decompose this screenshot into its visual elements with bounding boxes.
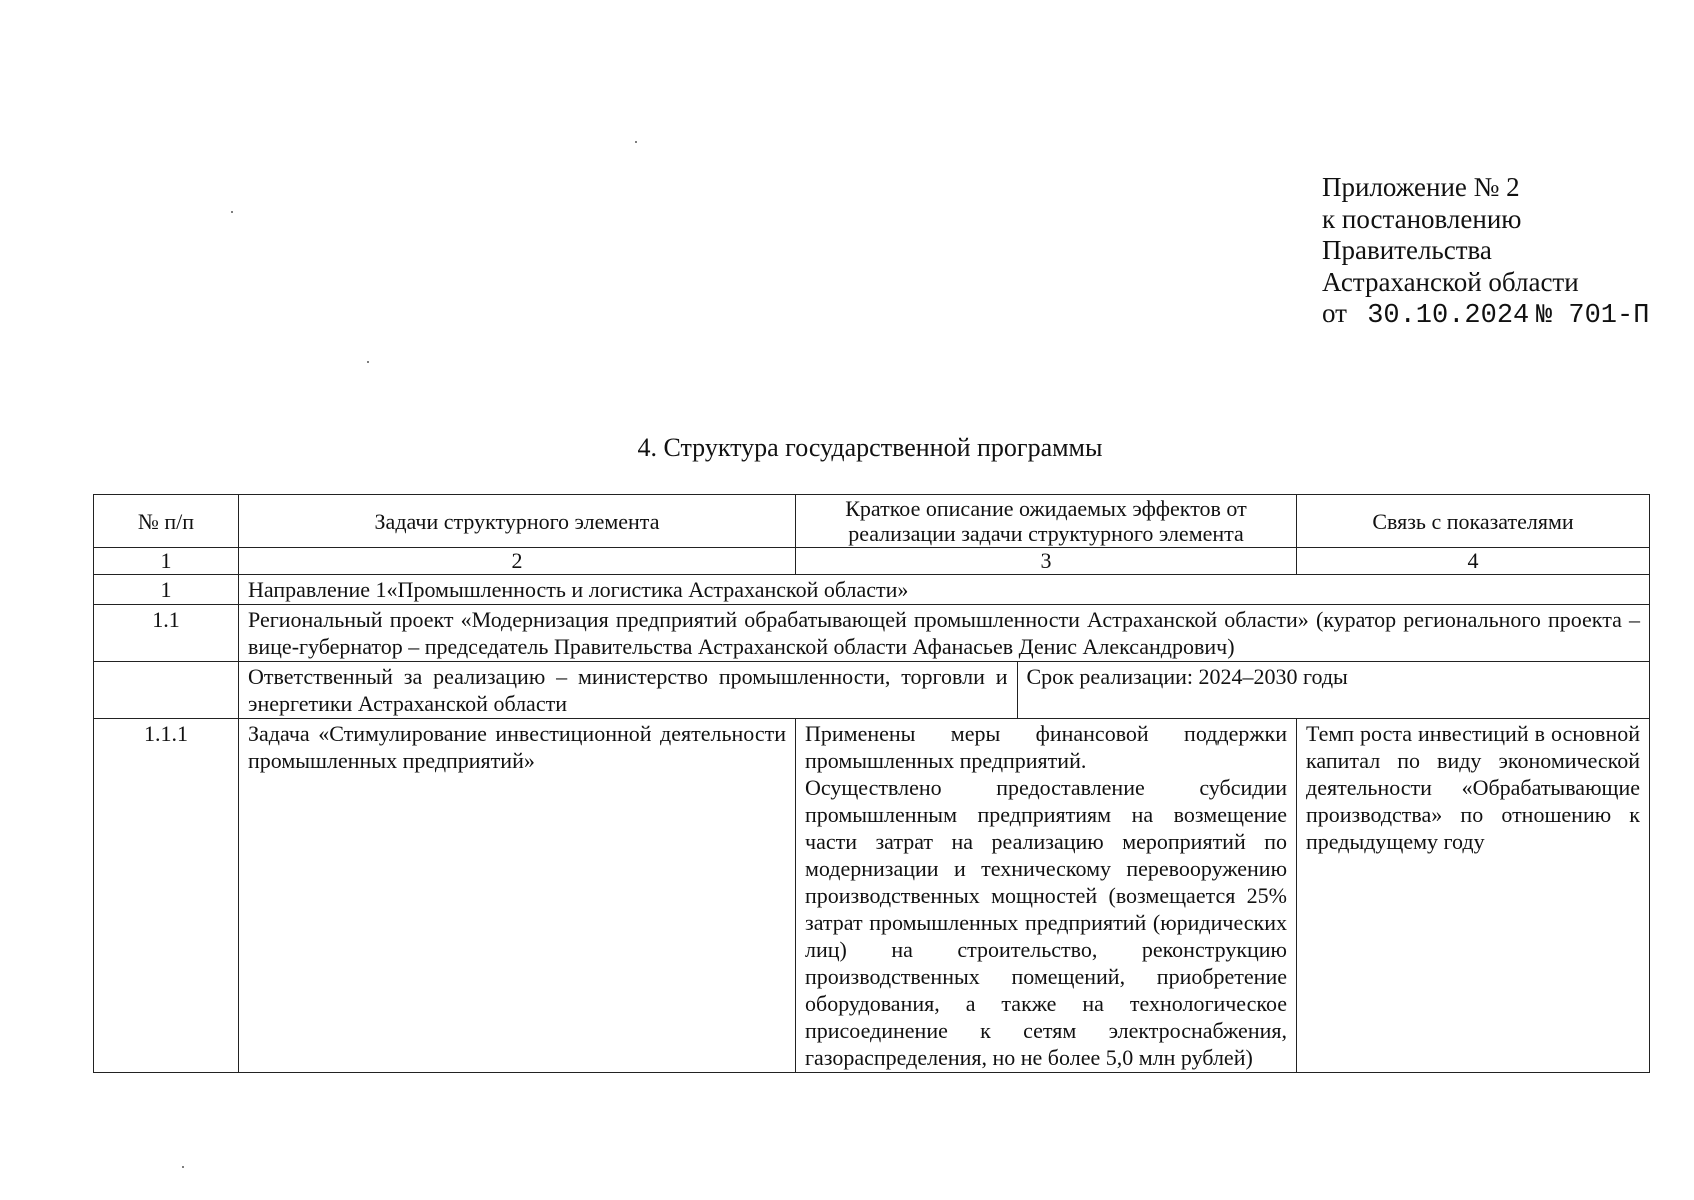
appendix-line-1: Приложение № 2 xyxy=(1322,172,1520,202)
structure-table xyxy=(93,494,1650,1073)
responsible-row xyxy=(94,662,1650,719)
scan-speck xyxy=(182,1166,184,1168)
direction-row xyxy=(94,575,1650,605)
task-text: Задача «Стимулирование инвестиционной деятельности промышленных предприятий» xyxy=(239,719,796,1073)
appendix-date: 30.10.2024 xyxy=(1367,301,1530,331)
task-effects xyxy=(796,719,1297,1073)
column-number-cell: 2 xyxy=(239,548,796,575)
scan-speck xyxy=(367,361,369,363)
project-text: Региональный проект «Модернизация предприятий обрабатывающей промышленности Астраханской области» (куратор регионального проекта – вице-губернатор – председатель Правительства Астраханской области Афанасьев Денис Александрович) xyxy=(239,605,1650,662)
header-cell-indicators: Связь с показателями xyxy=(1297,495,1650,548)
task-row xyxy=(94,719,1650,1073)
header-cell-effects: Краткое описание ожидаемых эффектов от реализации задачи структурного элемента xyxy=(796,495,1297,548)
project-row xyxy=(94,605,1650,662)
appendix-date-line xyxy=(1322,298,1649,333)
appendix-number: № 701-П xyxy=(1535,301,1650,331)
appendix-line-4: Астраханской области xyxy=(1322,266,1579,297)
project-number: 1.1 xyxy=(94,605,239,662)
scan-speck xyxy=(231,211,233,213)
direction-number: 1 xyxy=(94,575,239,605)
appendix-block xyxy=(1322,172,1649,333)
task-indicator: Темп роста инвестиций в основной капитал по виду экономической деятельности «Обрабатывающие производства» по отношению к предыдущему году xyxy=(1297,719,1650,1073)
column-number-cell: 1 xyxy=(94,548,239,575)
responsible-empty-cell xyxy=(94,662,239,719)
appendix-line-2: к постановлению xyxy=(1322,203,1522,234)
implementation-term: Срок реализации: 2024–2030 годы xyxy=(1026,664,1348,689)
appendix-line-3: Правительства xyxy=(1322,235,1492,265)
direction-text: Направление 1«Промышленность и логистика Астраханской области» xyxy=(239,575,1650,605)
scan-speck xyxy=(635,141,637,143)
table-header-row xyxy=(94,495,1650,548)
task-number: 1.1.1 xyxy=(94,719,239,1073)
responsible-inner-table xyxy=(239,662,1649,718)
column-number-cell: 4 xyxy=(1297,548,1650,575)
effects-paragraph-2: Осуществлено предоставление субсидии промышленным предприятиям на возмещение части затрат на реализацию мероприятий по модернизации и техническому перевооружению производственных мощностей (возмещается 25% затрат промышленных предприятий (юридических лиц) на строительство, реконструкцию производственных помещений, приобретение оборудования, а также на технологическое присоединение к сетям электроснабжения, газораспределения, но не более 5,0 млн рублей) xyxy=(805,775,1287,1070)
header-cell-number: № п/п xyxy=(94,495,239,548)
column-number-cell: 3 xyxy=(796,548,1297,575)
responsible-cell xyxy=(239,662,1650,719)
appendix-from-prefix: от xyxy=(1322,298,1347,328)
header-cell-tasks: Задачи структурного элемента xyxy=(239,495,796,548)
responsible-text: Ответственный за реализацию – министерство промышленности, торговли и энергетики Астраханской области xyxy=(239,662,1017,718)
column-number-row xyxy=(94,548,1650,575)
page-title: 4. Структура государственной программы xyxy=(637,433,1103,462)
effects-paragraph-1: Применены меры финансовой поддержки промышленных предприятий. xyxy=(805,721,1287,773)
